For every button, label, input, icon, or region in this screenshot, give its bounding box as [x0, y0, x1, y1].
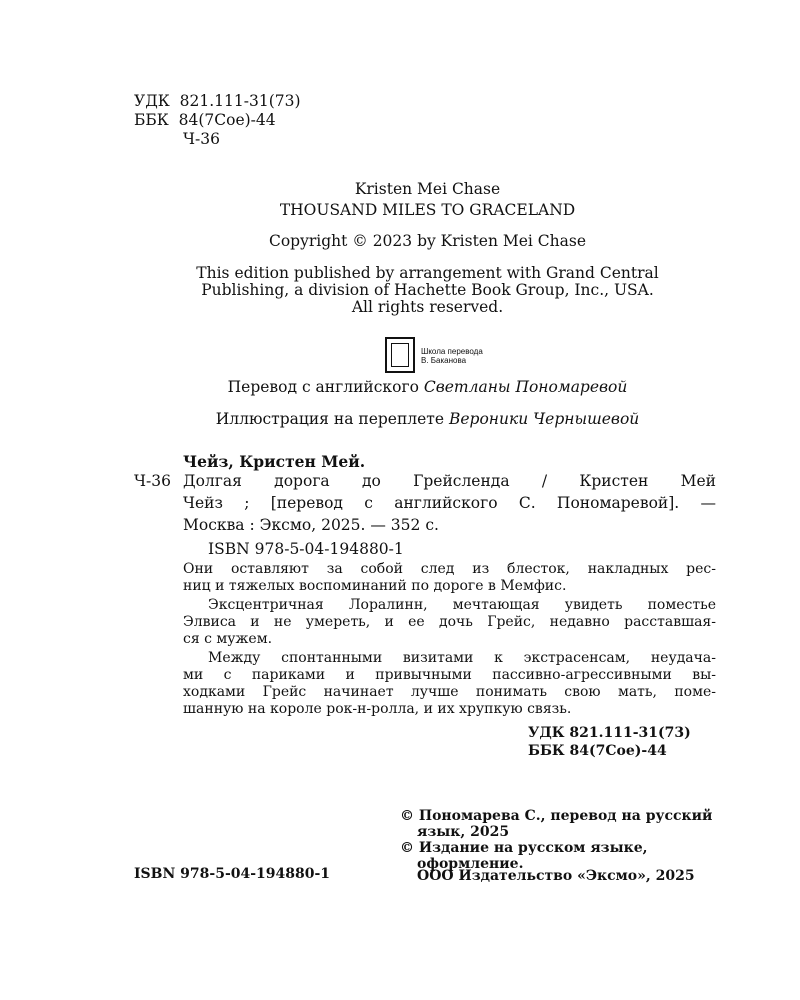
- illustration-credit: [0, 410, 800, 429]
- annotation-line-1: Они оставляют за собой след из блесток, накладных рес-: [183, 561, 716, 577]
- catalog-line-3: Москва : Эксмо, 2025. — 352 с.: [183, 516, 439, 534]
- author-mark: Ч-36: [183, 130, 220, 148]
- original-author: Kristen Mei Chase: [354, 180, 501, 198]
- catalog-line-2: Чейз ; [перевод с английского С. Пономаревой]. —: [183, 494, 716, 512]
- translation-credit: [0, 378, 800, 397]
- annotation-line-8: ходками Грейс начинает лучше понимать свою мать, поме-: [183, 684, 716, 700]
- annotation-line-9: шанную на короле рок-н-ролла, и их хрупкую связь.: [183, 701, 572, 717]
- bbk-row: [134, 111, 276, 130]
- copyright-edition-line-2: оформление.: [417, 856, 524, 872]
- translation-prefix: Перевод с английского: [227, 378, 424, 396]
- logo-icon: [385, 337, 415, 373]
- footer-isbn: ISBN 978-5-04-194880-1: [134, 866, 331, 882]
- annotation-line-7: ми с париками и привычными пассивно-агрессивными вы-: [183, 667, 716, 683]
- edition-line-2: Publishing, a division of Hachette Book Group, Inc., USA.: [201, 281, 654, 299]
- bbk-code: 84(7Сое)-44: [178, 111, 276, 129]
- bbk-label: ББК: [134, 111, 169, 129]
- illustration-prefix: Иллюстрация на переплете: [215, 410, 449, 428]
- catalog-udk: УДК 821.111-31(73): [528, 725, 691, 741]
- udk-row: [134, 92, 301, 111]
- udk-label: УДК: [134, 92, 170, 110]
- original-title: THOUSAND MILES TO GRACELAND: [279, 201, 576, 219]
- catalog-heading: Чейз, Кристен Мей.: [183, 452, 366, 471]
- copyright-edition-line-1: © Издание на русском языке,: [400, 840, 648, 856]
- annotation-line-6: Между спонтанными визитами к экстрасенсам, неудача-: [208, 650, 716, 666]
- annotation-line-5: ся с мужем.: [183, 631, 273, 647]
- literary-agency-logo: [385, 337, 497, 375]
- edition-line-3: All rights reserved.: [351, 298, 504, 316]
- logo-line-2: В. Баканова: [421, 356, 467, 365]
- copyright-translation-line-1: © Пономарева С., перевод на русский: [400, 808, 713, 824]
- copyright-translation-line-2: язык, 2025: [417, 824, 510, 840]
- annotation-line-4: Элвиса и не умереть, и ее дочь Грейс, недавно расставшая-: [183, 614, 716, 630]
- annotation-line-2: ниц и тяжелых воспоминаний по дороге в Мемфис.: [183, 578, 567, 594]
- copyright-edition-line-3: ООО Издательство «Эксмо», 2025: [417, 868, 695, 884]
- udk-code: 821.111-31(73): [179, 92, 301, 110]
- illustrator-name: Вероники Чернышевой: [448, 410, 640, 428]
- catalog-bbk: ББК 84(7Сое)-44: [528, 743, 667, 759]
- catalog-line-1: Долгая дорога до Грейсленда / Кристен Мей: [183, 472, 716, 490]
- logo-line-1: Школа перевода: [421, 347, 483, 356]
- edition-line-1: This edition published by arrangement with Grand Central: [196, 264, 659, 282]
- copyright-line: Copyright © 2023 by Kristen Mei Chase: [268, 232, 587, 250]
- translator-name: Светланы Пономаревой: [423, 378, 628, 396]
- annotation-line-3: Эксцентричная Лоралинн, мечтающая увидеть поместье: [208, 597, 716, 613]
- catalog-author-mark: Ч-36: [134, 472, 171, 490]
- catalog-isbn: ISBN 978-5-04-194880-1: [208, 540, 404, 558]
